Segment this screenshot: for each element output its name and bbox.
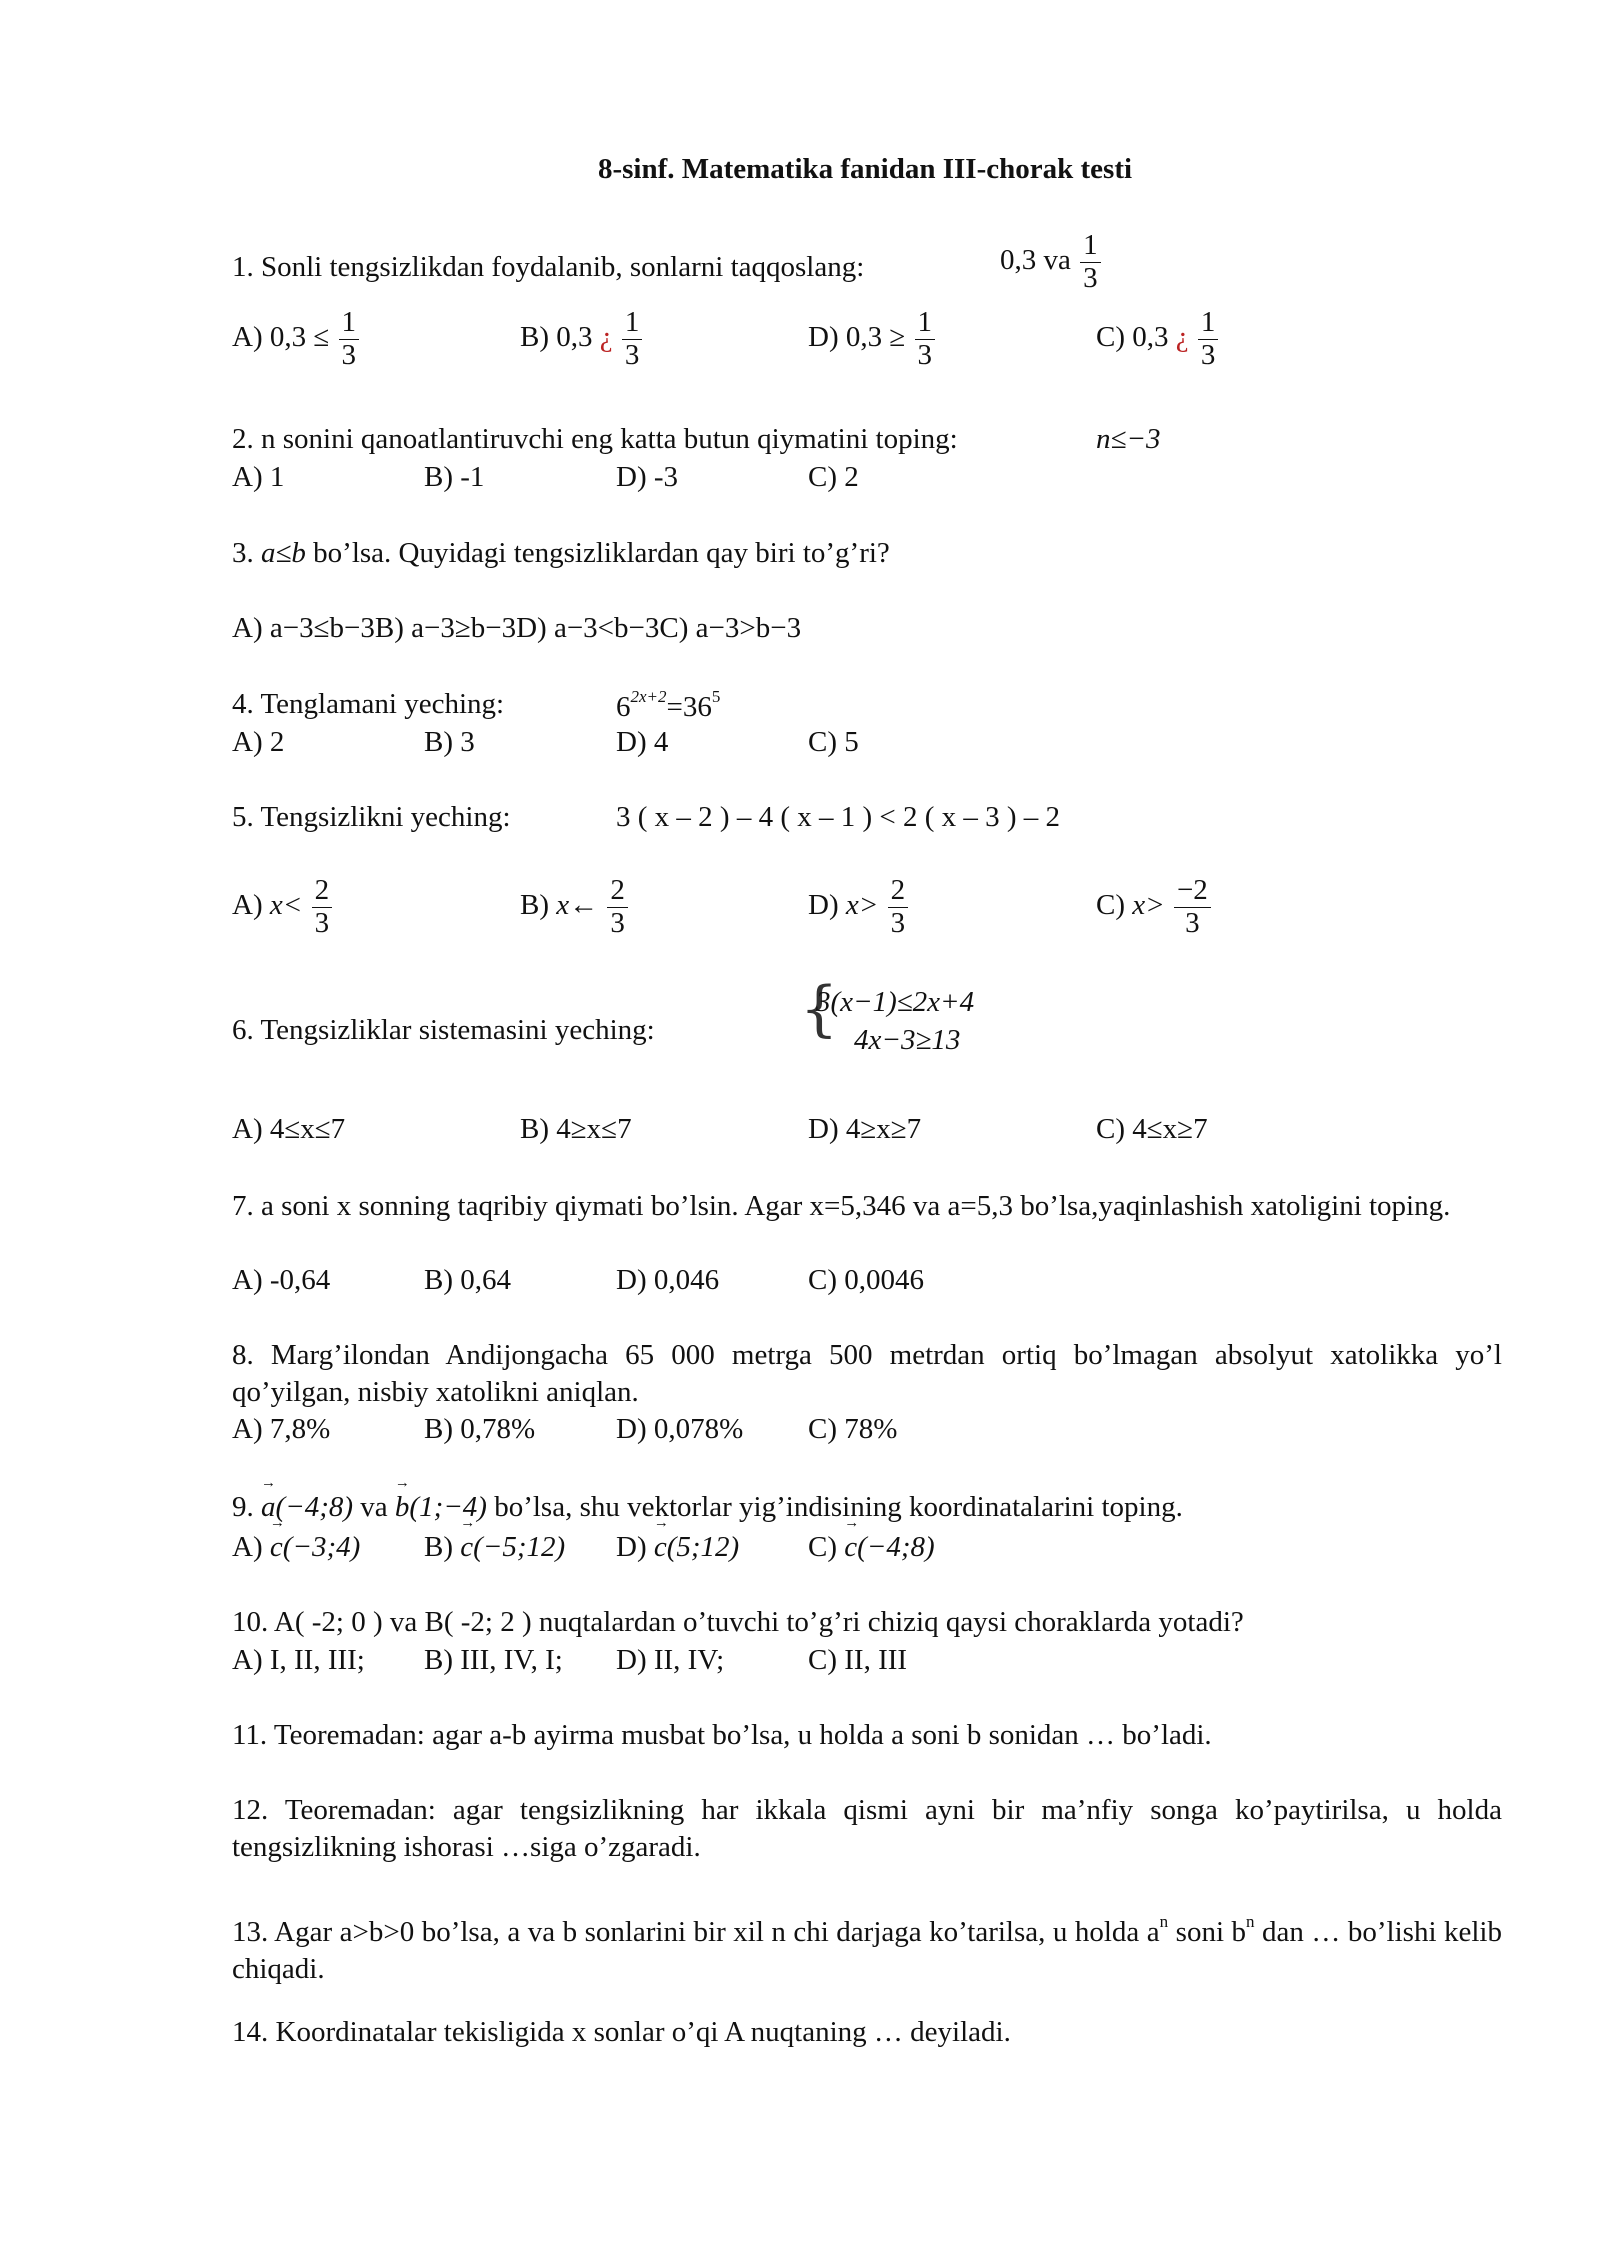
question-4-text: 4. Tenglamani yeching: xyxy=(232,688,505,720)
question-10-option-b: B) III, IV, I; xyxy=(424,1644,563,1676)
question-10-option-a: A) I, II, III; xyxy=(232,1644,365,1676)
question-2-option-d: D) -3 xyxy=(616,461,679,493)
question-10-option-d: D) II, IV; xyxy=(616,1644,725,1676)
question-8-text: 8. Marg’ilondan Andijongacha 65 000 metrga 500 metrdan ortiq bo’lmagan absolyut xatolikka yo’l qo’yilgan, nisbiy xatolikni aniqlan. xyxy=(232,1339,1502,1408)
question-1-option-a: A) 0,3 ≤ $\frac{1}{3}$ xyxy=(232,307,361,372)
brace-icon: { xyxy=(800,974,839,1044)
question-9-option-c: C) → c(−4;8) xyxy=(808,1530,935,1565)
question-5-inequality: 3 ( x – 2 ) – 4 ( x – 1 ) < 2 ( x – 3 ) – 2 xyxy=(616,801,1061,833)
question-9-option-b: B) → c(−5;12) xyxy=(424,1530,565,1565)
question-7-option-a: A) -0,64 xyxy=(232,1264,331,1296)
question-5-option-d: D) x> $\frac{2}{3}$ xyxy=(808,875,910,940)
question-1-option-d: D) 0,3 ≥ $\frac{1}{3}$ xyxy=(808,307,937,372)
question-3-text: 3. a≤b bo’lsa. Quyidagi tengsizliklardan qay biri to’g’ri? xyxy=(232,537,890,569)
question-1-option-b: B) 0,3 ¿ $\frac{1}{3}$ xyxy=(520,307,644,372)
question-2-option-c: C) 2 xyxy=(808,461,859,493)
question-9-option-d: D) → c(5;12) xyxy=(616,1530,739,1565)
question-7-option-d: D) 0,046 xyxy=(616,1264,720,1296)
question-5-text: 5. Tengsizlikni yeching: xyxy=(232,801,511,833)
question-7-text: 7. a soni x sonning taqribiy qiymati bo’lsin. Agar x=5,346 va a=5,3 bo’lsa,yaqinlashish xatoligini toping. xyxy=(232,1190,1451,1222)
vector-b: → b xyxy=(395,1490,410,1525)
question-6-option-a: A) 4≤x≤7 xyxy=(232,1113,346,1145)
question-4-option-d: D) 4 xyxy=(616,726,669,758)
question-5-option-a: A) x< $\frac{2}{3}$ xyxy=(232,875,334,940)
question-6-option-c: C) 4≤x≥7 xyxy=(1096,1113,1208,1145)
question-6-text: 6. Tengsizliklar sistemasini yeching: xyxy=(232,1014,655,1046)
question-1-expression: 0,3 va $\frac{1}{3}$ xyxy=(1000,230,1103,295)
question-8-option-c: C) 78% xyxy=(808,1413,898,1445)
question-2-text: 2. n sonini qanoatlantiruvchi eng katta butun qiymatini toping: xyxy=(232,423,958,455)
question-6-option-b: B) 4≥x≤7 xyxy=(520,1113,632,1145)
question-4-option-a: A) 2 xyxy=(232,726,285,758)
question-10-option-c: C) II, III xyxy=(808,1644,908,1676)
question-5-option-c: C) x> $\frac{-2}{3}$ xyxy=(1096,875,1213,940)
question-2-option-a: A) 1 xyxy=(232,461,285,493)
question-7-option-c: C) 0,0046 xyxy=(808,1264,924,1296)
question-2-expression: n≤−3 xyxy=(1096,423,1161,455)
question-8-option-a: A) 7,8% xyxy=(232,1413,331,1445)
question-7-option-b: B) 0,64 xyxy=(424,1264,511,1296)
question-4-option-c: C) 5 xyxy=(808,726,859,758)
question-8-option-d: D) 0,078% xyxy=(616,1413,744,1445)
question-9-text: 9. → a(−4;8) va → b(1;−4) bo’lsa, shu vektorlar yig’indisining koordinatalarini toping. xyxy=(232,1490,1183,1525)
question-6-option-d: D) 4≥x≥7 xyxy=(808,1113,922,1145)
fraction: $\frac{1}{3}$ xyxy=(1080,230,1101,295)
question-1-text: 1. Sonli tengsizlikdan foydalanib, sonlarni taqqoslang: xyxy=(232,251,865,283)
test-page: 8-sinf. Matematika fanidan III-chorak testi 1. Sonli tengsizlikdan foydalanib, sonlarni taqqoslang: 0,3 va $\frac{1}{3}$ A) 0,3 ≤ $\frac{1}{3}$ B) 0,3 ¿ $\frac{1}{3}$ D) 0,3 ≥ $\frac{1}{3}$ C) 0,3 ¿ $\frac{1}{3}$ 2. n sonini qanoatlantiruvchi eng katta butun qiymatini toping: n≤−3 A) 1 B) -1 D) -3 C) 2 3. a≤b bo’lsa. Quyidagi tengsizliklardan qay biri to’g’ri? A) a−3≤b−3B) a−3≥b−3D) a−3<b−3C) a−3>b−3 4. Tenglamani yeching: $6^{2x+2}=36^5$ A) 2 B) 3 D) 4 C) 5 5. Tengsizlikni yeching: 3 ( x – 2 ) – 4 ( x – 1 ) < 2 ( x – 3 ) – 2 A) x< $\frac{2}{3}$ B) x← $\frac{2}{3}$ D) x> $\frac{2}{3}$ C) x> $\frac{-2}{3}$ 6. Tengsizliklar sistemasini yeching: { 3(x−1)≤2x+4 4x−3≥13 A) 4≤x≤7 B) 4≥x≤7 D) 4≥x≥7 C) 4≤x≥7 7. a soni x sonning taqribiy qiymati bo’lsin. Agar x=5,346 va a=5,3 bo’lsa,yaqinlashish xatoligini toping. A) -0,64 B) 0,64 D) 0,046 C) 0,0046 8. Marg’ilondan Andijongacha 65 000 metrga 500 metrdan ortiq bo’lmagan absolyut xatolikka yo’l qo’yilgan, nisbiy xatolikni aniqlan. A) 7,8% B) 0,78% D) 0,078% C) 78% 9. → a(−4;8) va → b(1;−4) bo’lsa, shu vektorlar yig’indisining koordinatalarini toping. A) → c(−3;4) B) → c(−5;12) D) → c(5;12) C) → c(−4;8) 10. A( -2; 0 ) va B( -2; 2 ) nuqtalardan o’tuvchi to’g’ri chiziq qaysi choraklarda yotadi? A) I, II, III; B) III, IV, I; D) II, IV; C) II, III 11. Teoremadan: agar a-b ayirma musbat bo’lsa, u holda a soni b sonidan … bo’ladi. 12. Teoremadan: agar tengsizlikning har ikkala qismi ayni bir ma’nfiy songa ko’paytirilsa, u holda tengsizlikning ishorasi …siga o’zgaradi. 13. Agar a>b>0 bo’lsa, a va b sonlarini bir xil n chi darjaga ko’tarilsa, u holda $a^n$ soni $b^n$ dan … bo’lishi kelib chiqadi. 14. Koordinatalar tekisligida x sonlar o’qi A nuqtaning … deyiladi. xyxy=(0,0,1600,2262)
question-11-text: 11. Teoremadan: agar a-b ayirma musbat bo’lsa, u holda a soni b sonidan … bo’ladi. xyxy=(232,1719,1212,1751)
question-2-option-b: B) -1 xyxy=(424,461,485,493)
question-12-text: 12. Teoremadan: agar tengsizlikning har ikkala qismi ayni bir ma’nfiy songa ko’paytirilsa, u holda tengsizlikning ishorasi …siga o’zgaradi. xyxy=(232,1794,1502,1863)
question-14-text: 14. Koordinatalar tekisligida x sonlar o’qi A nuqtaning … deyiladi. xyxy=(232,2016,1011,2048)
question-4-option-b: B) 3 xyxy=(424,726,475,758)
question-3-options: A) a−3≤b−3B) a−3≥b−3D) a−3<b−3C) a−3>b−3 xyxy=(232,612,802,644)
question-8-option-b: B) 0,78% xyxy=(424,1413,536,1445)
question-1-option-c: C) 0,3 ¿ $\frac{1}{3}$ xyxy=(1096,307,1220,372)
page-title: 8-sinf. Matematika fanidan III-chorak testi xyxy=(597,153,1133,185)
question-13-text: 13. Agar a>b>0 bo’lsa, a va b sonlarini bir xil n chi darjaga ko’tarilsa, u holda $a^n$ soni $b^n$ dan … bo’lishi kelib chiqadi. xyxy=(232,1912,1502,1985)
question-10-text: 10. A( -2; 0 ) va B( -2; 2 ) nuqtalardan o’tuvchi to’g’ri chiziq qaysi choraklarda yotadi? xyxy=(232,1606,1244,1638)
question-5-option-b: B) x← $\frac{2}{3}$ xyxy=(520,875,630,940)
vector-a: → a xyxy=(261,1490,276,1525)
question-4-equation: $6^{2x+2}=36^5$ xyxy=(616,687,721,723)
question-9-option-a: A) → c(−3;4) xyxy=(232,1530,360,1565)
